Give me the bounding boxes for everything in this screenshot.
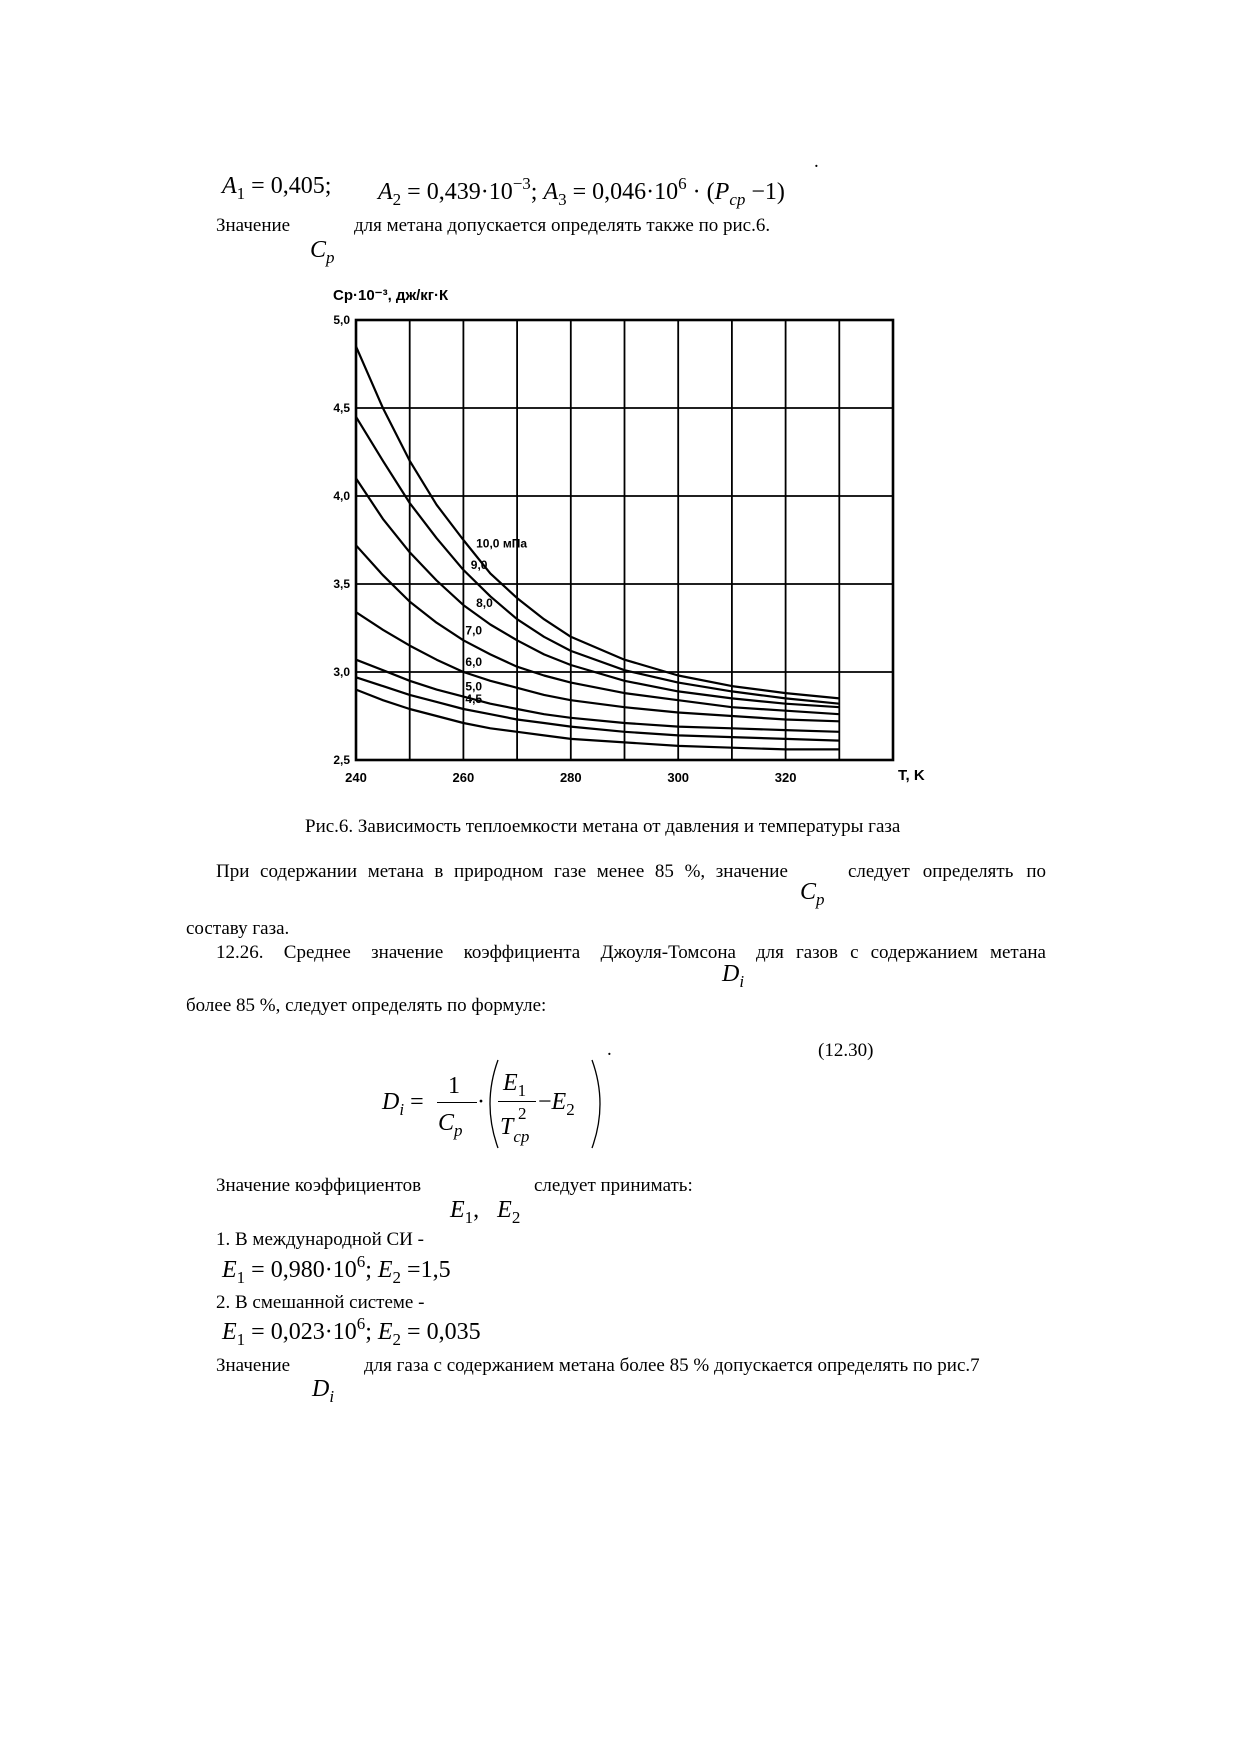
- x-tick-label: 280: [559, 770, 582, 785]
- para1-line1-right: [848, 862, 1046, 881]
- dot-operator: ·: [477, 1089, 485, 1115]
- para1-right-word: по: [1026, 861, 1046, 882]
- para2-word: 12.26.: [216, 942, 264, 963]
- para1-word: газе: [553, 861, 587, 882]
- item2-title: 2. В смешанной системе -: [216, 1292, 425, 1313]
- para1-right-word: определять: [922, 861, 1014, 882]
- cp-sentence-left: Значение: [216, 215, 291, 236]
- item2-formula: $E_1 = 0,023\cdot 10^6$; $E_2 = 0,035$: [222, 1314, 481, 1349]
- formula-a2-a3: $A_2 = 0,439\cdot 10^{-3}$; $A_3 = 0,046\cdot 10^6 \cdot (P_{ср} -1)$: [378, 174, 785, 209]
- y-tick-label: 4,0: [333, 489, 350, 503]
- series-curve: [356, 417, 839, 704]
- para1-right-word: следует: [848, 861, 910, 882]
- x-tick-label: 260: [452, 770, 475, 785]
- x-tick-label: 300: [667, 770, 690, 785]
- formula-minus-e2: $-E_2$: [538, 1089, 575, 1119]
- series-label: 6,0: [465, 655, 483, 669]
- para1-word: содержании: [260, 861, 358, 882]
- item1-title: 1. В международной СИ -: [216, 1229, 424, 1250]
- coef-sentence-right: следует принимать:: [534, 1175, 693, 1196]
- para2-right-word: с: [850, 942, 859, 963]
- para2-line1-left: [216, 943, 736, 962]
- item1-formula: $E_1 = 0,980\cdot 10^6$; $E_2 =1,5$: [222, 1252, 451, 1287]
- chart-series-labels: [465, 536, 527, 706]
- series-label: 9,0: [470, 558, 488, 573]
- para2-line1-right: [756, 943, 1046, 962]
- formula-number: (12.30): [818, 1040, 874, 1061]
- chart-curves: [356, 346, 839, 749]
- para1-word: 85: [654, 861, 674, 882]
- cp-sentence-right: для метана допускается определять также по рис.6.: [354, 215, 771, 236]
- coef-symbols: $E_1$, $E_2$: [450, 1197, 521, 1227]
- fraction-cp: $C_p$: [438, 1110, 463, 1140]
- di-sentence-right: для газа с содержанием метана более 85 % допускается определять по рис.7: [364, 1355, 980, 1376]
- para2-word: значение: [371, 942, 444, 963]
- y-tick-label: 5,0: [333, 313, 350, 327]
- x-tick-label: 320: [774, 770, 797, 785]
- para2-di-symbol: $D_i$: [722, 961, 745, 991]
- chart-xlabel: T, K: [898, 767, 925, 784]
- fraction-one: 1: [448, 1073, 460, 1099]
- series-label: 7,0: [465, 623, 483, 638]
- series-curve: [356, 612, 839, 721]
- para1-word: При: [216, 861, 250, 882]
- formula-a1: $A_1 = 0,405$;: [222, 173, 332, 203]
- di-symbol: $D_i$: [312, 1376, 335, 1406]
- para2-right-word: содержанием: [870, 942, 978, 963]
- para1-word: природном: [454, 861, 544, 882]
- para2-line2: более 85 %, следует определять по формуле:: [186, 995, 547, 1016]
- fraction-line-2: [498, 1101, 536, 1102]
- chart-ylabel: Cp·10⁻³, дж/кг·К: [333, 287, 449, 304]
- series-label: 4,5: [465, 691, 483, 706]
- chart-ticks: [333, 313, 796, 785]
- y-tick-label: 2,5: [333, 753, 350, 767]
- series-label: 5,0: [465, 679, 483, 694]
- di-sentence-left: Значение: [216, 1355, 291, 1376]
- y-tick-label: 3,0: [333, 665, 350, 679]
- para1-line1-left: [216, 862, 788, 881]
- fraction-e1: $E_1$: [503, 1070, 527, 1100]
- series-label: 8,0: [476, 595, 493, 610]
- cp-temperature-chart: [0, 0, 1240, 820]
- para1-word: менее: [596, 861, 645, 882]
- formula-d-lhs: $D_i$ =: [382, 1089, 424, 1119]
- para2-word: Среднее: [283, 942, 351, 963]
- fraction-tcp: T 2 $_{ср}$: [500, 1104, 530, 1146]
- para2-right-word: для: [756, 942, 784, 963]
- para1-word: в: [434, 861, 444, 882]
- formula-a-dot: .: [814, 151, 819, 172]
- series-label: 10,0 мПа: [476, 536, 528, 551]
- para1-word: значение: [715, 861, 788, 882]
- y-tick-label: 3,5: [333, 577, 350, 591]
- para2-word: коэффициента: [463, 942, 581, 963]
- para2-right-word: газов: [795, 942, 839, 963]
- cp-symbol: $C_p$: [310, 237, 335, 267]
- para1-line2: составу газа.: [186, 918, 290, 939]
- x-tick-label: 240: [345, 770, 367, 785]
- para2-right-word: метана: [989, 942, 1046, 963]
- figure-caption: Рис.6. Зависимость теплоемкости метана от давления и температуры газа: [305, 816, 901, 837]
- coef-sentence-left: Значение коэффициентов: [216, 1175, 422, 1196]
- para1-word: %,: [684, 861, 706, 882]
- formula-d-dot: .: [607, 1039, 612, 1060]
- fraction-line-1: [437, 1102, 477, 1103]
- y-tick-label: 4,5: [333, 401, 350, 415]
- series-curve: [356, 346, 839, 698]
- para2-word: Джоуля-Томсона: [600, 942, 736, 963]
- para1-cp-symbol: $C_p$: [800, 879, 825, 909]
- para1-word: метана: [367, 861, 424, 882]
